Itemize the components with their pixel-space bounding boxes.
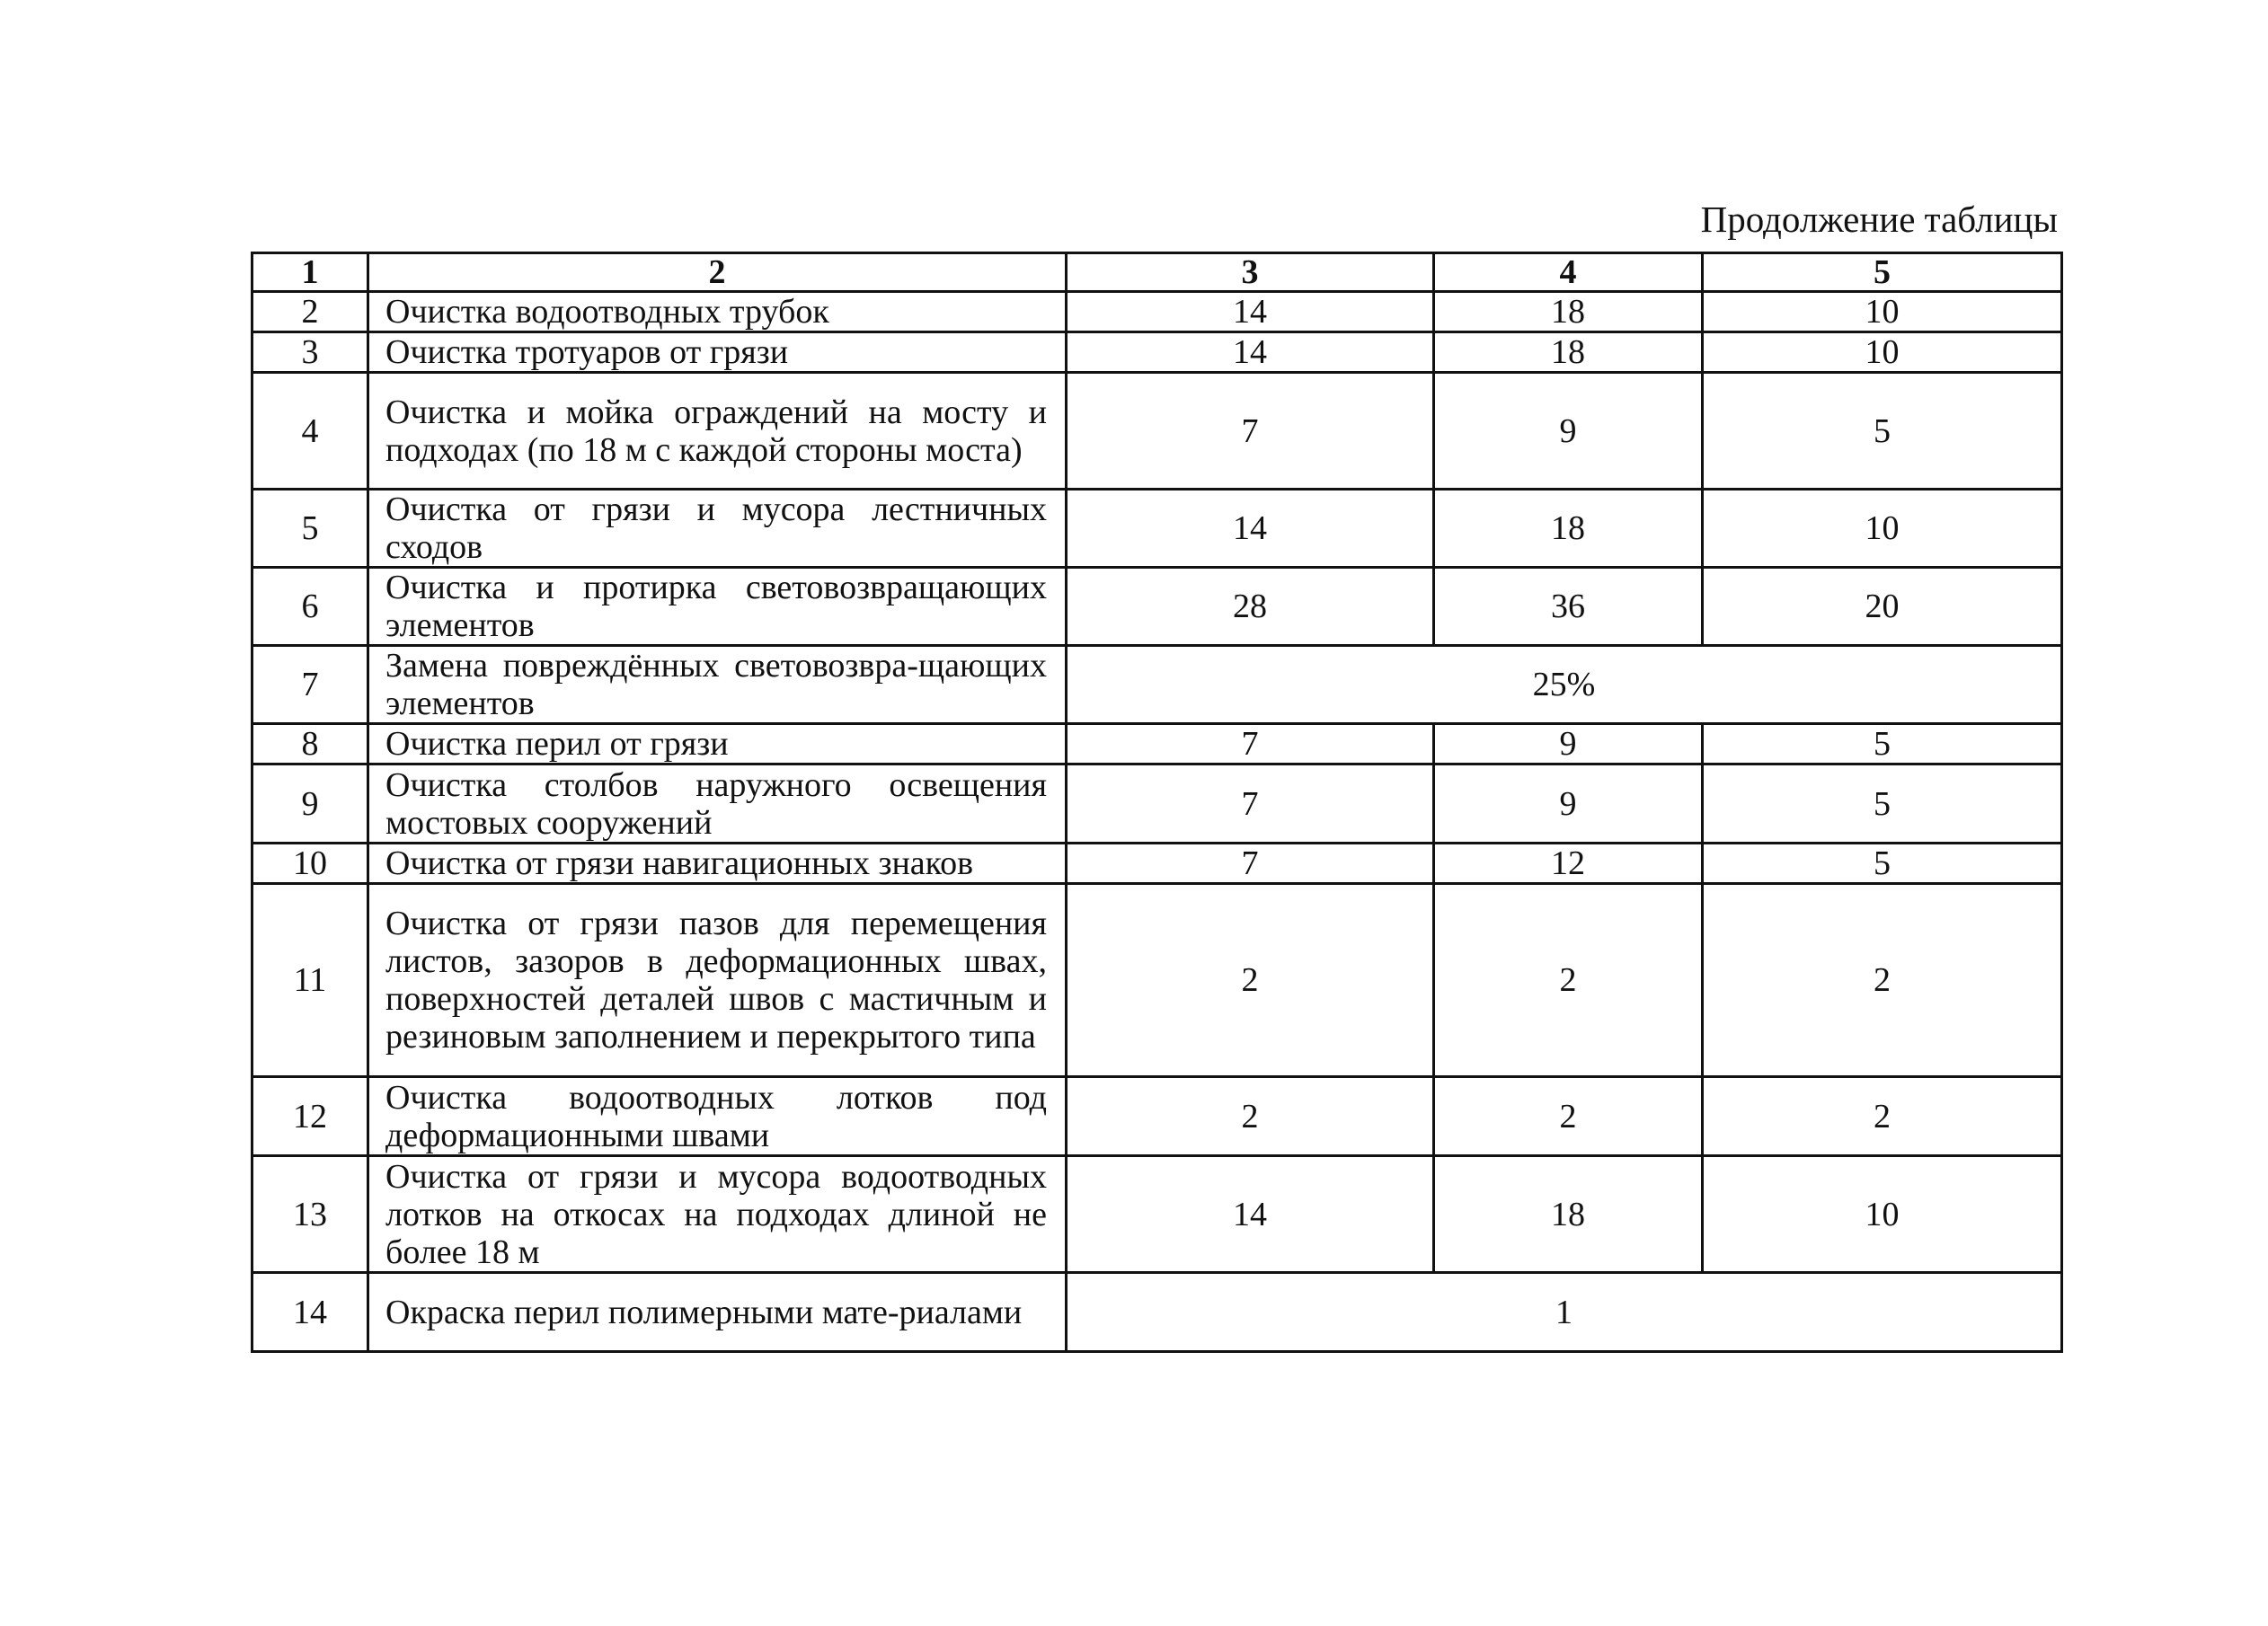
row-col-3: 28 — [1067, 568, 1434, 646]
row-number: 10 — [252, 844, 368, 884]
row-number: 5 — [252, 490, 368, 568]
row-col-5: 5 — [1703, 764, 2062, 844]
row-col-4: 2 — [1434, 1077, 1703, 1156]
row-col-3: 14 — [1067, 490, 1434, 568]
row-col-3: 14 — [1067, 292, 1434, 332]
row-col-5: 10 — [1703, 292, 2062, 332]
data-table — [251, 252, 2063, 1353]
header-col-4: 4 — [1434, 253, 1703, 292]
row-col-4: 36 — [1434, 568, 1703, 646]
table-row — [252, 884, 2062, 1077]
row-number: 12 — [252, 1077, 368, 1156]
row-col-5: 5 — [1703, 724, 2062, 764]
table-row — [252, 1156, 2062, 1273]
row-col-4: 2 — [1434, 884, 1703, 1077]
row-col-5: 10 — [1703, 1156, 2062, 1273]
table-row — [252, 764, 2062, 844]
row-col-4: 9 — [1434, 373, 1703, 490]
row-col-3: 7 — [1067, 724, 1434, 764]
row-description: Очистка и протирка световозвращающих элементов — [368, 568, 1067, 646]
row-description: Замена повреждённых световозвра-щающих элементов — [368, 646, 1067, 724]
header-col-5: 5 — [1703, 253, 2062, 292]
row-col-4: 18 — [1434, 490, 1703, 568]
row-col-5: 20 — [1703, 568, 2062, 646]
row-description: Очистка перил от грязи — [368, 724, 1067, 764]
table-row — [252, 332, 2062, 373]
row-col-3: 7 — [1067, 844, 1434, 884]
row-description: Окраска перил полимерными мате-риалами — [368, 1273, 1067, 1352]
row-description: Очистка от грязи и мусора лестничных сходов — [368, 490, 1067, 568]
row-description: Очистка от грязи и мусора водоотводных лотков на откосах на подходах длиной не более 18 м — [368, 1156, 1067, 1273]
row-number: 2 — [252, 292, 368, 332]
table-row — [252, 724, 2062, 764]
table-row — [252, 1077, 2062, 1156]
table-row — [252, 844, 2062, 884]
row-col-5: 5 — [1703, 844, 2062, 884]
row-number: 6 — [252, 568, 368, 646]
row-description: Очистка водоотводных трубок — [368, 292, 1067, 332]
row-number: 4 — [252, 373, 368, 490]
row-col-3: 7 — [1067, 764, 1434, 844]
table-row — [252, 373, 2062, 490]
row-col-5: 5 — [1703, 373, 2062, 490]
row-number: 13 — [252, 1156, 368, 1273]
row-number: 9 — [252, 764, 368, 844]
row-number: 3 — [252, 332, 368, 373]
row-col-4: 18 — [1434, 332, 1703, 373]
row-description: Очистка и мойка ограждений на мосту и подходах (по 18 м с каждой стороны моста) — [368, 373, 1067, 490]
row-col-5: 10 — [1703, 332, 2062, 373]
row-col-3: 2 — [1067, 884, 1434, 1077]
row-col-4: 18 — [1434, 292, 1703, 332]
table-row — [252, 646, 2062, 724]
table-row — [252, 1273, 2062, 1352]
row-description: Очистка от грязи пазов для перемещения листов, зазоров в деформационных швах, поверхностей деталей швов с мастичным и резиновым заполнением и перекрытого типа — [368, 884, 1067, 1077]
header-col-1: 1 — [252, 253, 368, 292]
row-merged-value: 25% — [1067, 646, 2062, 724]
table-caption: Продолжение таблицы — [1700, 199, 2058, 240]
row-description: Очистка столбов наружного освещения мостовых сооружений — [368, 764, 1067, 844]
row-merged-value: 1 — [1067, 1273, 2062, 1352]
table-row — [252, 292, 2062, 332]
row-col-4: 9 — [1434, 764, 1703, 844]
row-col-4: 12 — [1434, 844, 1703, 884]
row-col-3: 14 — [1067, 1156, 1434, 1273]
row-col-5: 2 — [1703, 884, 2062, 1077]
table-row — [252, 568, 2062, 646]
row-col-4: 9 — [1434, 724, 1703, 764]
row-col-5: 10 — [1703, 490, 2062, 568]
row-description: Очистка тротуаров от грязи — [368, 332, 1067, 373]
row-number: 14 — [252, 1273, 368, 1352]
row-col-4: 18 — [1434, 1156, 1703, 1273]
row-description: Очистка от грязи навигационных знаков — [368, 844, 1067, 884]
row-col-3: 2 — [1067, 1077, 1434, 1156]
row-number: 8 — [252, 724, 368, 764]
row-description: Очистка водоотводных лотков под деформационными швами — [368, 1077, 1067, 1156]
row-col-3: 7 — [1067, 373, 1434, 490]
row-number: 11 — [252, 884, 368, 1077]
row-col-3: 14 — [1067, 332, 1434, 373]
table-row — [252, 490, 2062, 568]
table-header-row — [252, 253, 2062, 292]
header-col-3: 3 — [1067, 253, 1434, 292]
row-col-5: 2 — [1703, 1077, 2062, 1156]
header-col-2: 2 — [368, 253, 1067, 292]
row-number: 7 — [252, 646, 368, 724]
